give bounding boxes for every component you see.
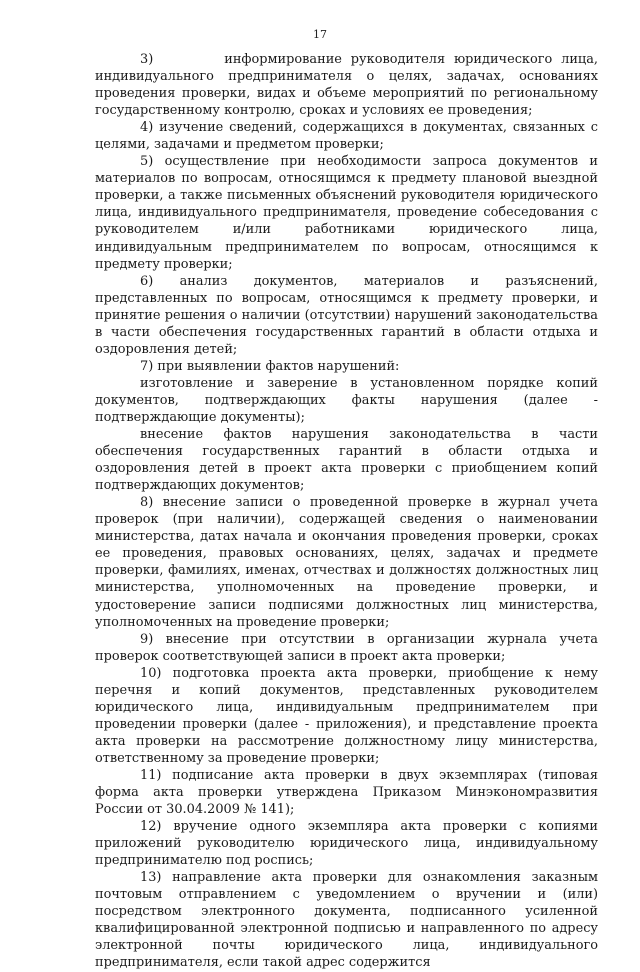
document-body	[95, 51, 598, 972]
paragraph-item-11: 11) подписание акта проверки в двух экземплярах (типовая форма акта проверки утверждена Приказом Минэкономразвития России от 30.04.2009 № 141);	[95, 767, 598, 818]
paragraph-item-3: 3) информирование руководителя юридического лица, индивидуального предпринимателя о целях, задачах, основаниях проведения проверки, видах и объеме мероприятий по региональному государственному контролю, сроках и условиях ее проведения;	[95, 52, 598, 119]
paragraph-item-5: 5) осуществление при необходимости запроса документов и материалов по вопросам, относящимся к предмету плановой выездной проверки, а также письменных объяснений руководителя юридического лица, индивидуального предпринимателя, проведение собеседования с руководителем и/или работниками юридического лица, индивидуальным предпринимателем по вопросам, относящимся к предмету проверки;	[95, 154, 598, 272]
paragraph-item-8: 8) внесение записи о проведенной проверке в журнал учета проверок (при наличии), содержащей сведения о наименовании министерства, датах начала и окончания проведения проверки, сроках ее проведения, правовых основаниях, целях, задачах и предмете проверки, фамилиях, именах, отчествах и должностях должностных лиц министерства, уполномоченных на проведение проверки, и удостоверение записи подписями должностных лиц министерства, уполномоченных на проведение проверки;	[95, 495, 598, 630]
paragraph-item-10: 10) подготовка проекта акта проверки, приобщение к нему перечня и копий документов, представленных руководителем юридического лица, индивидуальным предпринимателем при проведении проверки (далее - приложения), и представление проекта акта проверки на рассмотрение должностному лицу министерства, ответственному за проведение проверки;	[95, 665, 598, 766]
paragraph-item-7-subitem-facts: внесение фактов нарушения законодательства в части обеспечения государственных гарантий в области отдыха и оздоровления детей в проект акта проверки с приобщением копий подтверждающих документов;	[95, 427, 598, 494]
paragraph-item-7-subitem-copies: изготовление и заверение в установленном порядке копий документов, подтверждающих факты нарушения (далее - подтверждающие документы);	[95, 375, 598, 425]
paragraph-item-13: 13) направление акта проверки для ознакомления заказным почтовым отправлением с уведомлением о вручении и (или) посредством электронного документа, подписанного усиленной квалифицированной электронной подписью и направленного по адресу электронной почты юридического лица, индивидуального предпринимателя, если такой адрес содержится	[95, 870, 598, 971]
paragraph-item-9: 9) внесение при отсутствии в организации журнала учета проверок соответствующей записи в проект акта проверки;	[95, 631, 598, 664]
paragraph-item-12: 12) вручение одного экземпляра акта проверки с копиями приложений руководителю юридического лица, индивидуальному предпринимателю под роспись;	[95, 819, 598, 869]
paragraph-item-4: 4) изучение сведений, содержащихся в документах, связанных с целями, задачами и предметом проверки;	[95, 120, 598, 153]
paragraph-item-6: 6) анализ документов, материалов и разъяснений, представленных по вопросам, относящимся к предмету проверки, и принятие решения о наличии (отсутствии) нарушений законодательства в части обеспечения государственных гарантий в области отдыха и оздоровления детей;	[95, 273, 598, 357]
paragraph-item-7: 7) при выявлении фактов нарушений:	[140, 358, 400, 374]
page-number: 17	[313, 28, 327, 41]
